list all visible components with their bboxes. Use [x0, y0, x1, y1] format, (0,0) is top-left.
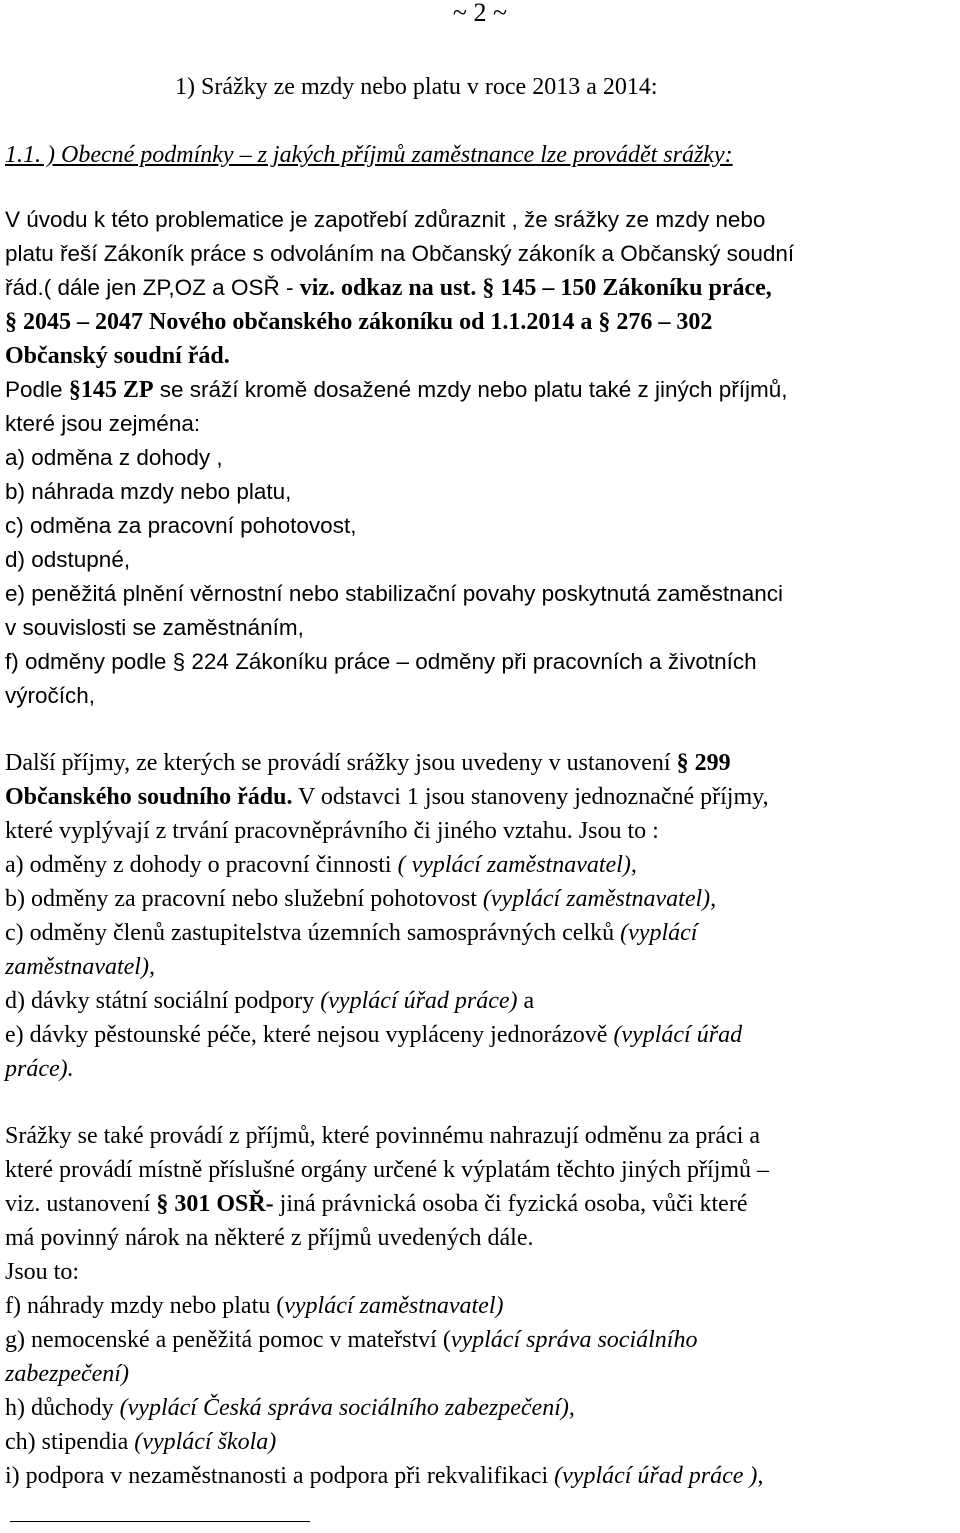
list-item: f) odměny podle § 224 Zákoníku práce – odměny při pracovních a životních: [5, 649, 757, 674]
list-item: [5, 1021, 742, 1049]
list-item: a) odměna z dohody ,: [5, 445, 223, 470]
list-item: d) odstupné,: [5, 547, 131, 572]
list-item: e) peněžitá plnění věrnostní nebo stabilizační povahy poskytnutá zaměstnanci: [5, 581, 783, 606]
osr299-line-2: [5, 783, 769, 811]
list-item: výročích,: [5, 683, 96, 708]
list-item-text: a) odměny z dohody o pracovní činnosti: [5, 852, 398, 878]
list-item-payer: vyplácí zaměstnavatel): [284, 1293, 504, 1319]
list-item-text: i) podpora v nezaměstnanosti a podpora při rekvalifikaci: [5, 1463, 555, 1489]
osr301-line-3-ref: § 301 OSŘ-: [156, 1191, 274, 1217]
intro-line-2: platu řeší Zákoník práce s odvoláním na Občanský zákoník a Občanský soudní: [5, 241, 795, 266]
list-item-text: d) dávky státní sociální podpory: [5, 988, 321, 1014]
osr299-line-3: které vyplývají z trvání pracovněprávního či jiného vztahu. Jsou to :: [5, 818, 659, 844]
list-item-text: c) odměny členů zastupitelstva územních samosprávných celků: [5, 920, 621, 946]
intro-line-3-ref: viz. odkaz na ust. § 145 – 150 Zákoníku práce,: [299, 275, 772, 301]
list-item-continuation: zabezpečení): [5, 1361, 129, 1387]
zp-line-1: [5, 376, 788, 404]
list-item: [5, 1394, 575, 1422]
osr299-line-2-ref: Občanského soudního řádu.: [5, 784, 293, 810]
list-item: c) odměna za pracovní pohotovost,: [5, 513, 357, 538]
list-item: [5, 885, 716, 913]
zp-line-1-a: Podle: [5, 377, 69, 402]
list-item: [5, 1428, 276, 1456]
list-item: [5, 1326, 697, 1354]
list-item-text: g) nemocenské a peněžitá pomoc v mateřství (: [5, 1327, 451, 1353]
list-item: v souvislosti se zaměstnáním,: [5, 615, 304, 640]
list-item-payer: (vyplácí úřad: [613, 1022, 743, 1048]
osr301-line-3-c: jiná právnická osoba či fyzická osoba, vůči které: [273, 1191, 748, 1217]
list-item-payer: (vyplácí Česká správa sociálního zabezpečení),: [119, 1395, 575, 1421]
list-item-continuation: práce).: [5, 1056, 74, 1082]
list-item: b) náhrada mzdy nebo platu,: [5, 479, 292, 504]
osr301-line-3: [5, 1190, 747, 1218]
list-item-continuation: zaměstnavatel),: [5, 954, 155, 980]
footnote-divider: [10, 1521, 310, 1522]
list-item-text-end: a: [517, 988, 535, 1014]
zp-line-1-ref: §145 ZP: [68, 377, 154, 403]
osr299-line-1: [5, 749, 731, 777]
osr299-line-1-ref: § 299: [676, 750, 731, 776]
list-item-text: e) dávky pěstounské péče, které nejsou vypláceny jednorázově: [5, 1022, 614, 1048]
list-item-text: f) náhrady mzdy nebo platu (: [5, 1293, 285, 1319]
osr301-line-3-a: viz. ustanovení: [5, 1191, 157, 1217]
list-item: [5, 919, 697, 947]
list-item: [5, 987, 534, 1015]
osr301-line-2: které provádí místně příslušné orgány určené k výplatám těchto jiných příjmů –: [5, 1157, 770, 1183]
intro-line-1: V úvodu k této problematice je zapotřebí zdůraznit , že srážky ze mzdy nebo: [5, 207, 766, 232]
page-number: ~ 2 ~: [452, 0, 508, 27]
zp-line-1-c: se sráží kromě dosažené mzdy nebo platu také z jiných příjmů,: [153, 377, 788, 402]
intro-line-5: Občanský soudní řád.: [5, 343, 230, 369]
osr301-line-1: Srážky se také provádí z příjmů, které povinnému nahrazují odměnu za práci a: [5, 1123, 761, 1149]
osr299-line-2-text: V odstavci 1 jsou stanoveny jednoznačné příjmy,: [292, 784, 769, 810]
list-item-text: h) důchody: [5, 1395, 120, 1421]
list-item: [5, 1292, 504, 1320]
list-item-payer: (vyplácí zaměstnavatel),: [482, 886, 717, 912]
list-item-payer: (vyplácí: [620, 920, 698, 946]
osr299-line-1-text: Další příjmy, ze kterých se provádí srážky jsou uvedeny v ustanovení: [5, 750, 677, 776]
list-item: [5, 851, 637, 879]
intro-line-3: [5, 274, 772, 302]
list-item-payer: ( vyplácí zaměstnavatel),: [397, 852, 637, 878]
osr301-line-5: Jsou to:: [5, 1259, 80, 1285]
osr301-line-4: má povinný nárok na některé z příjmů uvedených dále.: [5, 1225, 534, 1251]
heading-1: 1) Srážky ze mzdy nebo platu v roce 2013 a 2014:: [175, 74, 658, 100]
list-item-payer: (vyplácí škola): [134, 1429, 277, 1455]
intro-line-3-text: řád.( dále jen ZP,OZ a OSŘ -: [5, 275, 300, 300]
list-item-payer: (vyplácí úřad práce): [320, 988, 518, 1014]
list-item: [5, 1462, 763, 1490]
zp-line-2: které jsou zejména:: [5, 411, 201, 436]
list-item-text: b) odměny za pracovní nebo služební pohotovost: [5, 886, 483, 912]
heading-2: 1.1. ) Obecné podmínky – z jakých příjmů zaměstnance lze provádět srážky:: [5, 142, 733, 168]
list-item-text: ch) stipendia: [5, 1429, 135, 1455]
list-item-payer: (vyplácí úřad práce ),: [554, 1463, 764, 1489]
list-item-payer: vyplácí správa sociálního: [450, 1327, 698, 1353]
intro-line-4: § 2045 – 2047 Nového občanského zákoníku od 1.1.2014 a § 276 – 302: [5, 309, 713, 335]
